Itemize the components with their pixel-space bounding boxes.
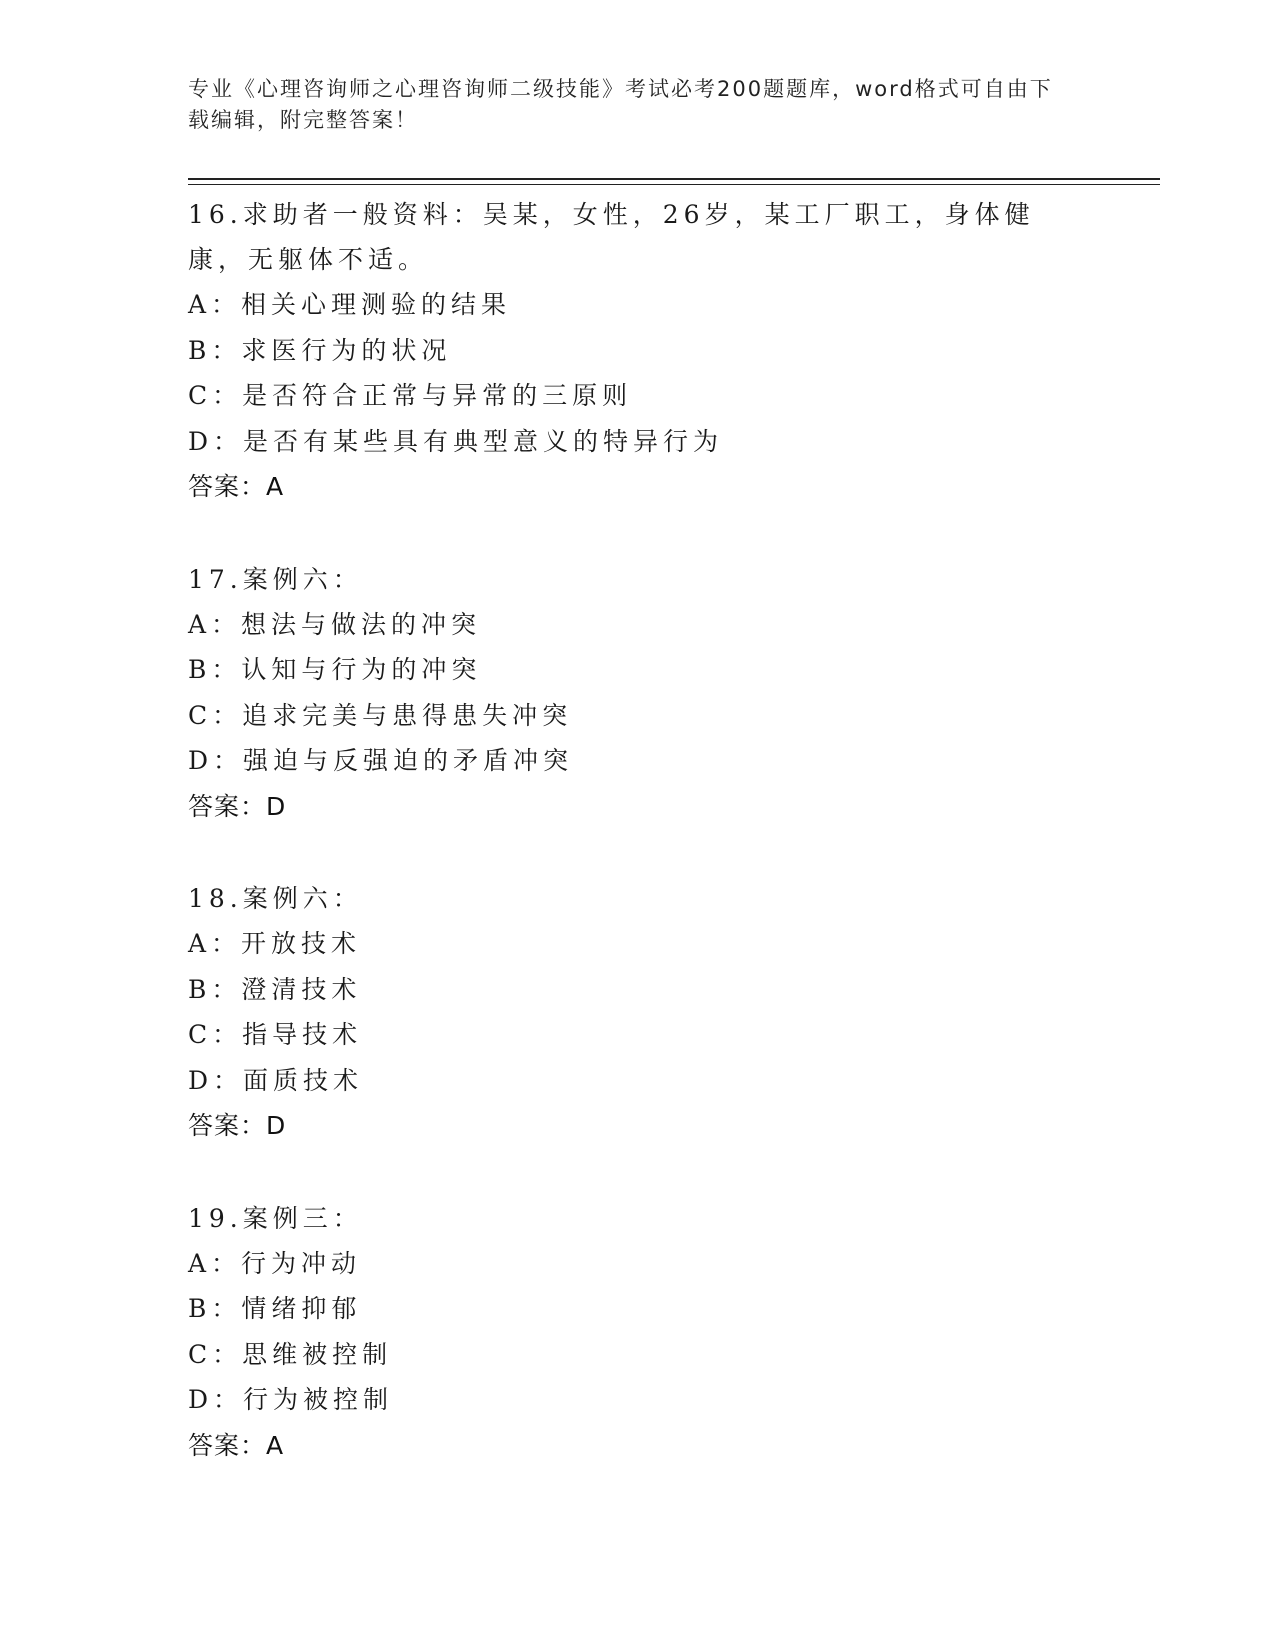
- option-c: C：追求完美与患得患失冲突: [188, 700, 573, 730]
- answer-line: 答案：D: [188, 1111, 287, 1140]
- option-a: A：开放技术: [188, 929, 362, 958]
- answer-line: 答案：A: [188, 1430, 285, 1460]
- question-stem: 17.案例六：: [188, 564, 363, 594]
- page-header: 专业《心理咨询师之心理咨询师二级技能》考试必考200题题库，word格式可自由下载编辑，附完整答案！: [188, 77, 1053, 132]
- question-stem: 19.案例三：: [188, 1203, 363, 1233]
- question-list: [188, 192, 1088, 1515]
- option-c: C：指导技术: [188, 1020, 363, 1049]
- header-divider-thin: [188, 184, 1160, 185]
- answer-line: 答案：D: [188, 791, 287, 821]
- answer-line: 答案：A: [188, 472, 285, 501]
- option-b: B：求医行为的状况: [188, 335, 452, 365]
- option-c: C：是否符合正常与异常的三原则: [188, 381, 633, 410]
- question-item: [188, 876, 1088, 1149]
- question-item: [188, 557, 1088, 830]
- option-a: A：相关心理测验的结果: [188, 290, 512, 319]
- question-stem: 18.案例六：: [188, 884, 363, 913]
- option-a: A：行为冲动: [188, 1248, 362, 1278]
- option-b: B：情绪抑郁: [188, 1294, 362, 1323]
- option-b: B：澄清技术: [188, 974, 362, 1004]
- option-d: D：是否有某些具有典型意义的特异行为: [188, 426, 724, 456]
- question-item: [188, 1196, 1088, 1469]
- option-c: C：思维被控制: [188, 1339, 393, 1369]
- question-item: [188, 192, 1088, 510]
- option-d: D：强迫与反强迫的矛盾冲突: [188, 746, 574, 775]
- header-divider-thick: [188, 178, 1160, 180]
- option-d: D：面质技术: [188, 1065, 364, 1095]
- question-stem: 16.求助者一般资料：吴某，女性，26岁，某工厂职工，身体健康，无躯体不适。: [188, 200, 1035, 274]
- option-b: B：认知与行为的冲突: [188, 655, 482, 684]
- option-a: A：想法与做法的冲突: [188, 609, 482, 639]
- option-d: D：行为被控制: [188, 1385, 394, 1414]
